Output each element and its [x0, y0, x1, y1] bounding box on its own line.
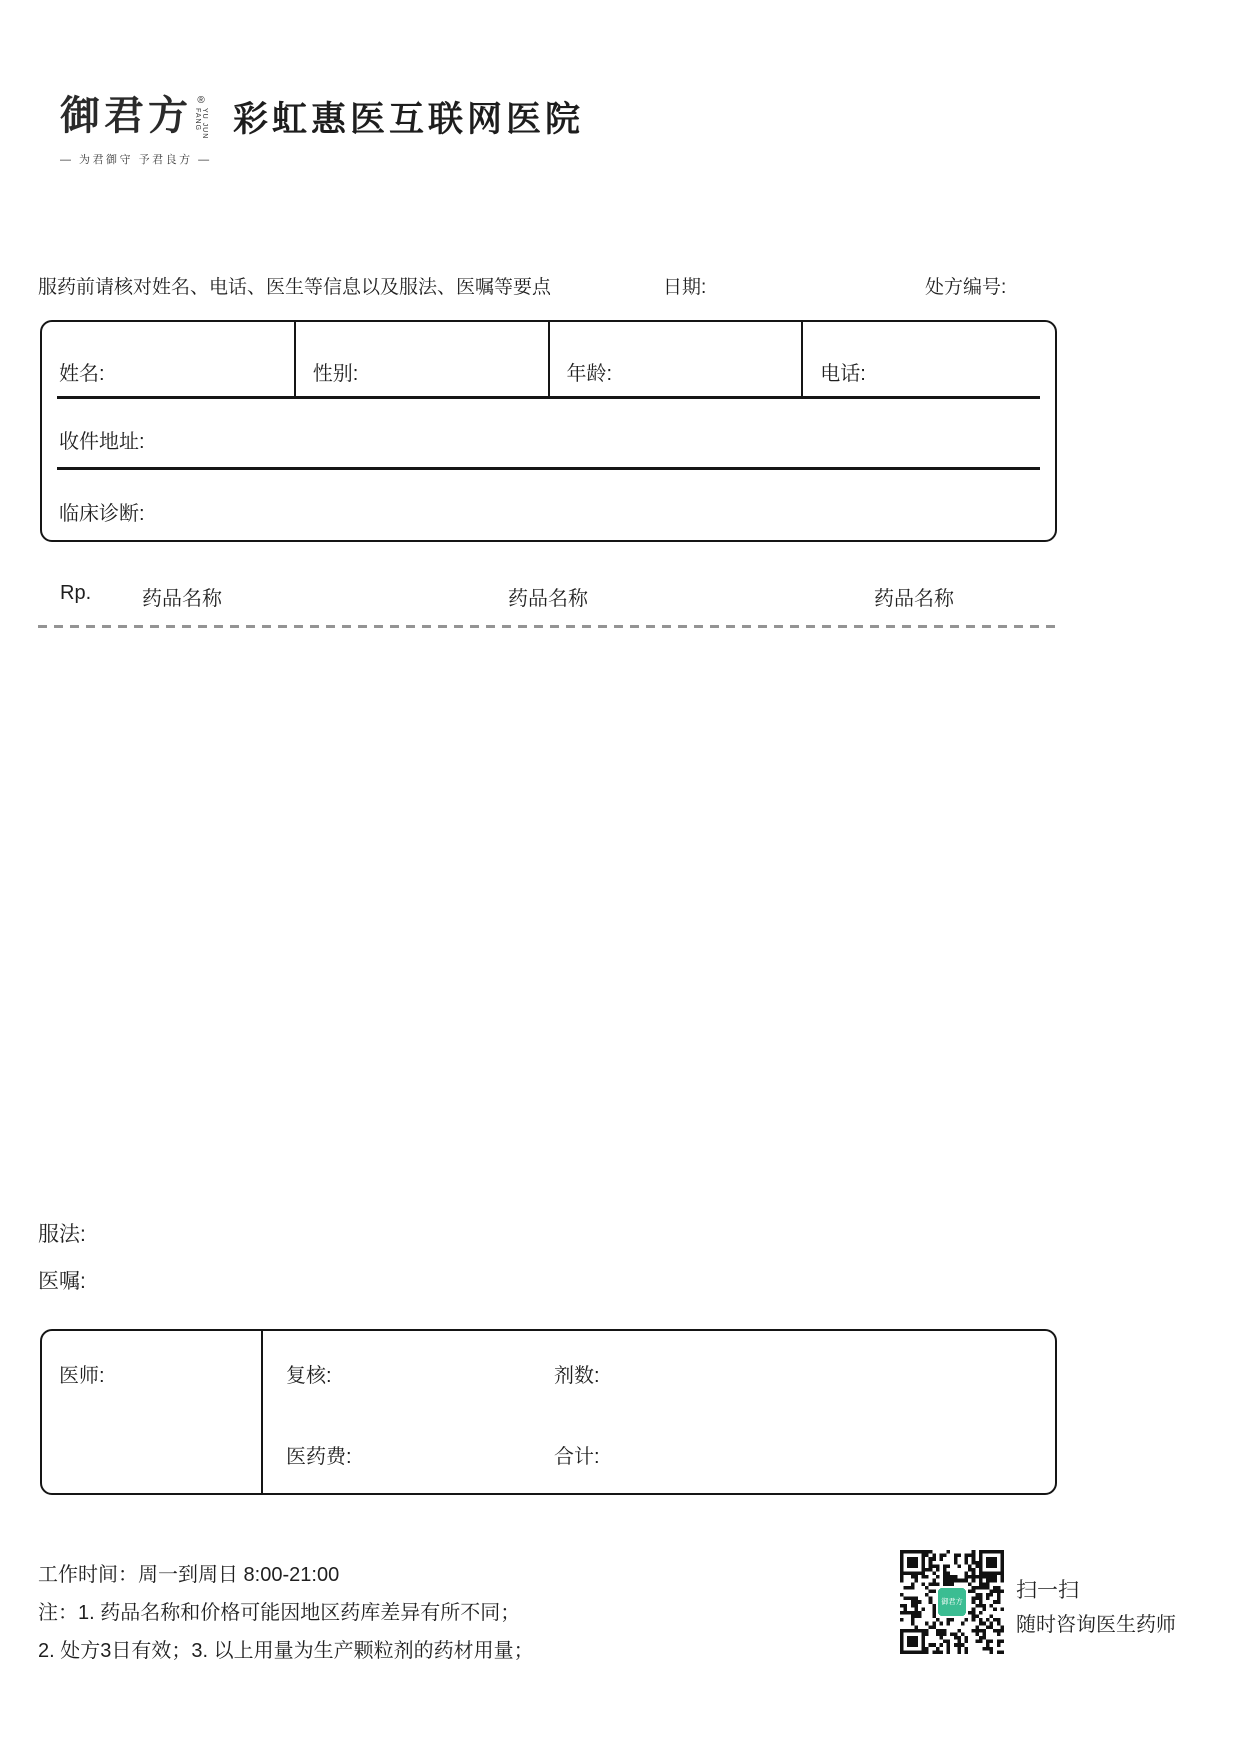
registered-trademark-icon: ®: [197, 95, 205, 106]
drug-column-header-2: 药品名称: [508, 588, 588, 610]
usage-label: 服法:: [38, 1223, 86, 1246]
review-label: 复核:: [286, 1365, 332, 1387]
field-diagnosis-label: 临床诊断:: [59, 503, 145, 525]
brand-latin-text: YU JUN FANG: [194, 108, 208, 140]
qr-scan-subtext: 随时咨询医生药师: [1016, 1614, 1176, 1636]
qr-scan-label: 扫一扫: [1016, 1579, 1079, 1602]
brand-tagline: — 为君御守 予君良方 —: [60, 154, 212, 166]
work-hours-text: 工作时间：周一到周日 8:00-21:00: [38, 1564, 340, 1586]
drug-column-header-3: 药品名称: [874, 588, 954, 610]
pre-use-notice: 服药前请核对姓名、电话、医生等信息以及服法、医嘱等要点: [38, 277, 552, 298]
footer-note-line1: 注：1. 药品名称和价格可能因地区药库差异有所不同；: [38, 1602, 521, 1624]
drug-column-header-1: 药品名称: [142, 588, 222, 610]
date-label: 日期:: [663, 277, 707, 298]
rx-number-label: 处方编号:: [925, 277, 1007, 298]
qr-code: [900, 1550, 1004, 1654]
advice-label: 医嘱:: [38, 1270, 86, 1293]
rx-dashed-divider: [38, 625, 1057, 628]
footer-note-line2: 2. 处方3日有效；3. 以上用量为生产颗粒剂的药材用量；: [38, 1640, 534, 1662]
field-gender-label: 性别:: [294, 322, 548, 396]
hospital-title: 彩虹惠医互联网医院: [233, 100, 585, 139]
fee-label: 医药费:: [286, 1446, 352, 1468]
brand-logo: [60, 92, 212, 167]
total-label: 合计:: [554, 1446, 600, 1468]
field-address-label: 收件地址:: [59, 431, 145, 453]
patient-row-basic: [42, 322, 1055, 396]
patient-info-box: [40, 320, 1057, 542]
doctor-label: 医师:: [42, 1331, 263, 1493]
summary-right-panel: [263, 1331, 1055, 1493]
brand-name: 御君方: [60, 92, 192, 139]
doses-label: 剂数:: [554, 1365, 600, 1387]
rp-label: Rp.: [60, 582, 92, 604]
field-age-label: 年龄:: [548, 322, 802, 396]
field-phone-label: 电话:: [801, 322, 1055, 396]
field-name-label: 姓名:: [59, 363, 105, 385]
summary-box: [40, 1329, 1057, 1495]
svg-text:御君方: 御君方: [941, 1598, 963, 1607]
